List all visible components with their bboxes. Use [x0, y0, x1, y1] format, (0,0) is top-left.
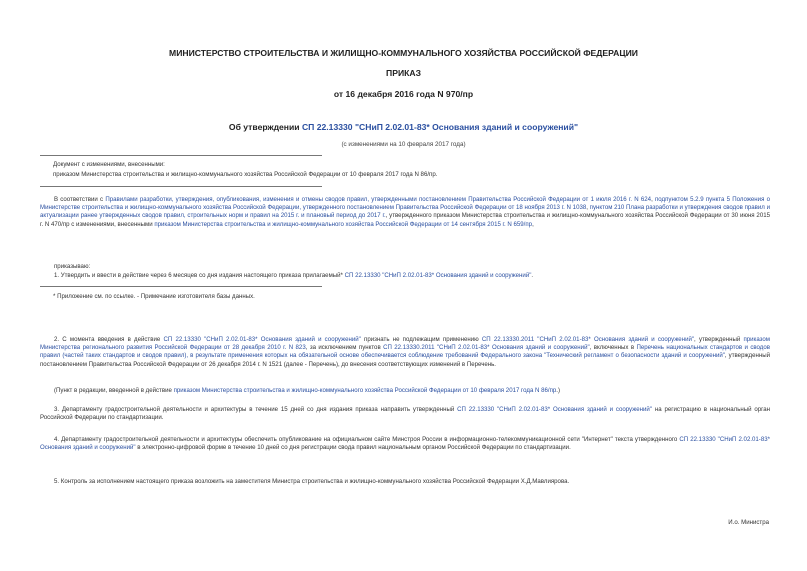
preamble-link-plan[interactable]: пунктом 210 Плана разработки и утверждения сводов правил и актуализации ранее утвержденных сводов правил, строительных норм и правил на 2015 г. и плановый период до 2017 г.	[40, 204, 770, 220]
item-2-note-text: (Пункт в редакции, введенной в действие	[54, 387, 174, 394]
changes-link[interactable]: приказом Министерства строительства и жилищно-коммунального хозяйства Российской Федерации от 10 февраля 2017 года N 86/пр.	[53, 171, 438, 178]
item-2-text-1: 2. С момента введения в действие	[54, 336, 164, 343]
changes-top-rule	[40, 155, 322, 156]
item-2-link-sp-2011-points[interactable]: СП 22.13330.2011 "СНиП 2.02.01-83* Основания зданий и сооружений"	[383, 344, 590, 352]
item-2-note	[54, 387, 560, 395]
title-link[interactable]: СП 22.13330 "СНиП 2.02.01-83* Основания зданий и сооружений"	[301, 122, 579, 132]
item-2-link-sp[interactable]: СП 22.13330 "СНиП 2.02.01-83* Основания зданий и сооружений"	[163, 336, 361, 343]
item-2-note-link[interactable]: приказом Министерства строительства и жилищно-коммунального хозяйства Российской Федерации от 10 февраля 2017 года N 86/пр	[173, 387, 557, 394]
date-number-heading: от 16 декабря 2016 года N 970/пр	[333, 89, 474, 99]
item-2-text-3: , утвержденный	[694, 336, 744, 343]
footnote: * Приложение см. по ссылке. - Примечание изготовителя базы данных.	[53, 293, 255, 300]
preamble-text-3: ,	[586, 204, 590, 212]
doc-type-heading: ПРИКАЗ	[386, 68, 421, 78]
item-2-link-order-823[interactable]: приказом Министерства регионального развития Российской Федерации от 28 декабря 2010 г. N 823	[40, 336, 770, 352]
preamble-paragraph	[40, 196, 770, 229]
item-1-text: 1. Утвердить и ввести в действие через 6 месяцев со дня издания настоящего приказа прилагаемый*	[54, 272, 345, 279]
preamble-link-regulation[interactable]: подпунктом 5.2.9 пункта 5 Положения о Министерстве строительства и жилищно-коммунального хозяйства Российской Федерации, утвержденного постановлением Правительства Российской Федерации от 18 ноября 2013 г. N 1038	[40, 196, 770, 212]
document-title	[0, 122, 807, 132]
changes-bottom-rule	[40, 186, 322, 187]
item-2-link-sp-2011[interactable]: СП 22.13330.2011 "СНиП 2.02.01-83* Основания зданий и сооружений"	[481, 336, 695, 343]
preamble-text-4: , утвержденного приказом Министерства строительства и жилищно-коммунального хозяйства Российской Федерации от 30 июня 2015 г. N 470/пр с изменениями, внесенными	[40, 212, 770, 228]
item-2-text-6: , утвержденный постановлением Правительства Российской Федерации от 26 декабря 2014 г. N 1521 (далее - Перечень), до внесения соответствующих изменений в Перечень.	[40, 352, 770, 368]
item-2-text-5: , включенных в	[589, 344, 637, 352]
item-4-text-2: в электронно-цифровой форме в течение 10 дней со дня регистрации свода правил национальным органом Российской Федерации по стандартизации.	[135, 444, 571, 452]
item-3-link[interactable]: СП 22.13330 "СНиП 2.02.01-83* Основания зданий и сооружений"	[457, 406, 652, 413]
item-4	[40, 436, 770, 452]
preamble-text-2: ,	[651, 196, 655, 203]
item-2-text-2: признать не подлежащим применению	[360, 336, 482, 343]
item-2	[40, 336, 770, 369]
preamble-link-rules[interactable]: Правилами разработки, утверждения, опубликования, изменения и отмены сводов правил, утвержденными постановлением Правительства Российской Федерации от 1 июля 2016 г. N 624	[105, 196, 652, 203]
signature: И.о. Министра	[728, 519, 769, 526]
preamble-link-order-659[interactable]: приказом Министерства строительства и жилищно-коммунального хозяйства Российской Федерации от 14 сентября 2015 г. N 659/пр	[154, 220, 533, 228]
item-1	[54, 272, 533, 280]
item-2-note-end: .)	[556, 387, 561, 394]
preamble-text-1: В соответствии с	[54, 196, 106, 203]
item-3-text-1: 3. Департаменту градостроительной деятельности и архитектуры в течение 15 дней со дня издания приказа направить утвержденный	[54, 406, 458, 413]
preamble-text-5: ,	[532, 220, 534, 228]
item-5: 5. Контроль за исполнением настоящего приказа возложить на заместителя Министра строительства и жилищно-коммунального хозяйства Российской Федерации Х.Д.Мавлиярова.	[54, 478, 570, 485]
item-3-text-2: на регистрацию в национальный орган Российской Федерации по стандартизации.	[40, 406, 771, 422]
item-4-link[interactable]: СП 22.13330 "СНиП 2.02.01-83* Основания зданий и сооружений"	[40, 436, 770, 452]
item-3	[40, 406, 770, 422]
item-4-text-1: 4. Департаменту градостроительной деятельности и архитектуры обеспечить опубликование на официальном сайте Минстроя России в информационно-телекоммуникационной сети "Интернет" текста утвержденного	[54, 436, 680, 443]
title-prefix: Об утверждении	[228, 122, 302, 132]
item-2-text-4: , за исключением пунктов	[305, 344, 384, 352]
footnote-rule	[40, 286, 322, 287]
orders-word: приказываю:	[54, 263, 91, 270]
changes-label: Документ с изменениями, внесенными:	[53, 161, 165, 168]
item-1-link[interactable]: СП 22.13330 "СНиП 2.02.01-83* Основания зданий и сооружений"	[344, 272, 532, 279]
item-1-end: .	[531, 272, 534, 279]
ministry-heading: МИНИСТЕРСТВО СТРОИТЕЛЬСТВА И ЖИЛИЩНО-КОММУНАЛЬНОГО ХОЗЯЙСТВА РОССИЙСКОЙ ФЕДЕРАЦИИ	[169, 48, 638, 58]
amended-note: (с изменениями на 10 февраля 2017 года)	[341, 141, 466, 148]
item-2-link-list[interactable]: Перечень национальных стандартов и сводов правил (частей таких стандартов и сводов правил), в результате применения которых на обязательной основе обеспечивается соблюдение требований Федерального закона "Технический регламент о безопасности зданий и сооружений"	[40, 344, 770, 360]
